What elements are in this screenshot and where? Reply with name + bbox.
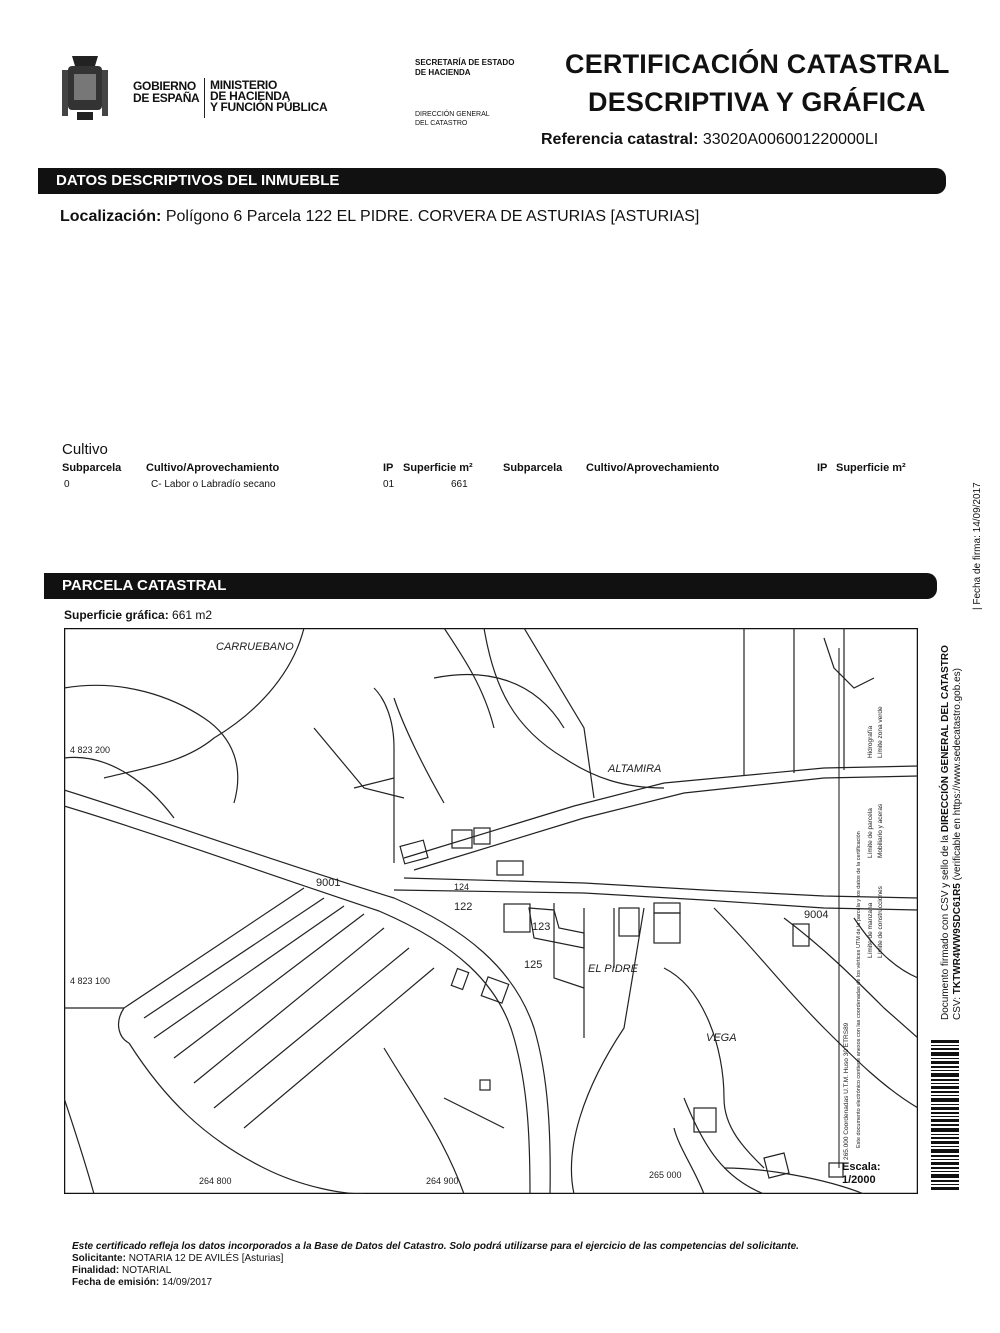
coord-x3: 265 000 bbox=[649, 1170, 682, 1180]
footer: Este certificado refleja los datos incorporados a la Base de Datos del Catastro. Solo podrá utilizarse para el ejercicio de las competencias del solicitante. Solicitante: NOTARIA 12 DE AVILÉS [Asturias] Finalidad: NOTARIAL Fecha de emisión: 14/09/2017 bbox=[72, 1241, 799, 1288]
label-el-pidre: EL PIDRE bbox=[588, 963, 638, 975]
label-125: 125 bbox=[524, 959, 543, 971]
legend-hidrografia: Hidrografía bbox=[867, 725, 874, 758]
referencia-value: 33020A006001220000LI bbox=[702, 131, 879, 148]
fecha-firma: | Fecha de firma: 14/09/2017 bbox=[972, 482, 983, 610]
header-divider bbox=[204, 78, 205, 118]
legend-zona-verde: Límite zona verde bbox=[877, 706, 884, 758]
direccion-label: DIRECCIÓN GENERAL DEL CATASTRO bbox=[415, 111, 490, 127]
secretaria-label: SECRETARÍA DE ESTADO DE HACIENDA bbox=[415, 58, 515, 77]
cadastral-map bbox=[64, 628, 918, 1194]
legend-limite-construcciones: Límite de construcciones bbox=[877, 886, 884, 958]
barcode-icon bbox=[931, 1040, 959, 1190]
label-9004: 9004 bbox=[804, 909, 829, 921]
document-title-line2: DESCRIPTIVA Y GRÁFICA bbox=[588, 87, 926, 117]
label-vega: VEGA bbox=[706, 1032, 737, 1044]
label-9001: 9001 bbox=[316, 877, 341, 889]
th-subparcela-2: Subparcela bbox=[503, 462, 563, 474]
label-123: 123 bbox=[532, 921, 551, 933]
td-superficie: 661 bbox=[451, 479, 468, 490]
td-ip: 01 bbox=[383, 479, 395, 490]
coord-y2: 4 823 100 bbox=[70, 976, 111, 986]
spain-coat-of-arms-icon bbox=[62, 52, 108, 124]
parcela-section-bar: PARCELA CATASTRAL bbox=[44, 573, 937, 599]
csv-signature-text: Documento firmado con CSV y sello de la DIRECCIÓN GENERAL DEL CATASTRO CSV: TKTWR4WW9SDC61R5 (verificable en https://www.sedecatastro.gob.es) bbox=[940, 645, 963, 1020]
legend-limite-manzana: Límite de manzana bbox=[867, 902, 874, 958]
td-subparcela: 0 bbox=[64, 479, 70, 490]
th-cultivo-1: Cultivo/Aprovechamiento bbox=[146, 462, 280, 474]
th-subparcela-1: Subparcela bbox=[62, 462, 122, 474]
solicitante-value: NOTARIA 12 DE AVILÉS [Asturias] bbox=[128, 1253, 284, 1264]
coord-x2: 264 900 bbox=[426, 1176, 459, 1186]
td-cultivo: C- Labor o Labradío secano bbox=[151, 479, 276, 490]
localizacion-value: Polígono 6 Parcela 122 EL PIDRE. CORVERA DE ASTURIAS [ASTURIAS] bbox=[165, 208, 700, 225]
finalidad-value: NOTARIAL bbox=[122, 1265, 172, 1276]
th-superficie-1: Superficie m² bbox=[403, 462, 473, 474]
label-carruebano: CARRUEBANO bbox=[216, 641, 294, 653]
referencia-catastral: Referencia catastral: 33020A006001220000LI bbox=[541, 131, 879, 148]
superficie-grafica: Superficie gráfica: 661 m2 bbox=[64, 608, 213, 622]
coord-x1: 264 800 bbox=[199, 1176, 232, 1186]
datos-section-bar: DATOS DESCRIPTIVOS DEL INMUEBLE bbox=[38, 168, 946, 194]
th-ip-1: IP bbox=[383, 462, 394, 474]
legend-coords: 265.000 Coordenadas U.T.M. Huso 30 ETRS89 bbox=[843, 1022, 850, 1160]
ministerio-label: MINISTERIO DE HACIENDA Y FUNCIÓN PÚBLICA bbox=[210, 78, 328, 114]
document-title-line1: CERTIFICACIÓN CATASTRAL bbox=[565, 49, 950, 79]
th-superficie-2: Superficie m² bbox=[836, 462, 906, 474]
coord-y1: 4 823 200 bbox=[70, 745, 111, 755]
footer-note: Este certificado refleja los datos incorporados a la Base de Datos del Catastro. Solo podrá utilizarse para el ejercicio de las competencias del solicitante. bbox=[72, 1241, 799, 1252]
localizacion: Localización: Polígono 6 Parcela 122 EL PIDRE. CORVERA DE ASTURIAS [ASTURIAS] bbox=[60, 208, 700, 225]
label-altamira: ALTAMIRA bbox=[608, 763, 662, 775]
gobierno-label: GOBIERNO DE ESPAÑA bbox=[133, 79, 200, 105]
legend-limite-parcela: Límite de parcela bbox=[867, 808, 874, 858]
th-ip-2: IP bbox=[817, 462, 828, 474]
cultivo-title: Cultivo bbox=[62, 441, 108, 458]
label-122: 122 bbox=[454, 901, 473, 913]
superficie-value: 661 m2 bbox=[172, 608, 213, 622]
th-cultivo-2: Cultivo/Aprovechamiento bbox=[586, 462, 720, 474]
label-124: 124 bbox=[454, 882, 470, 892]
scale-value: 1/2000 bbox=[842, 1174, 876, 1186]
legend-contains: Este documento electrónico contiene anexos con las coordenadas de los vértices UTM de la parcela y los datos de la certificación bbox=[856, 831, 862, 1148]
fecha-emision-value: 14/09/2017 bbox=[162, 1277, 213, 1288]
map-scale: Escala: 1/2000 bbox=[842, 1161, 881, 1186]
legend-mobiliario: Mobiliario y aceras bbox=[877, 803, 884, 858]
